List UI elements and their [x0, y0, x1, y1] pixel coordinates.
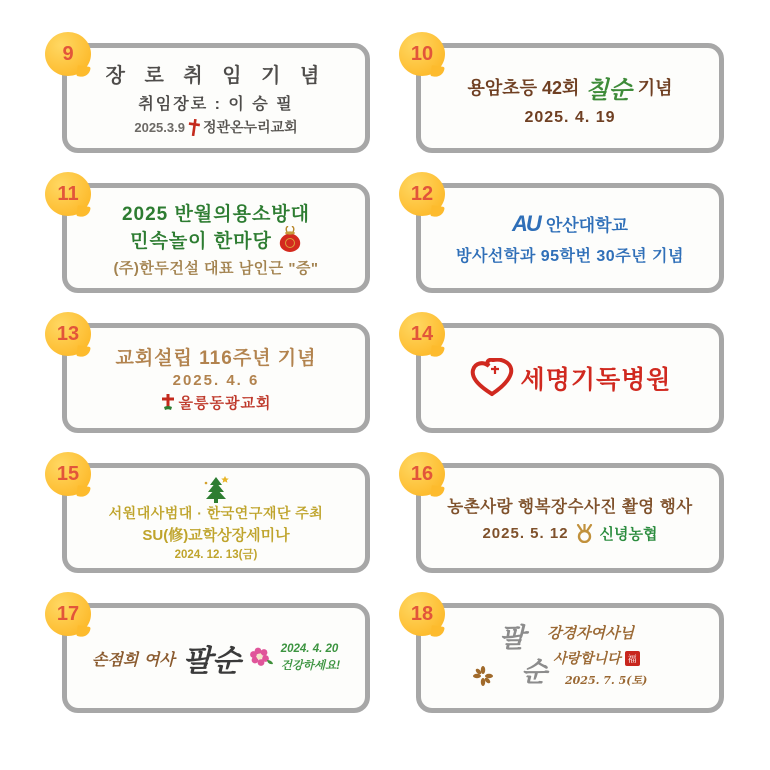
card-number-badge: 14: [399, 312, 445, 356]
sample-card-9[interactable]: [62, 43, 370, 153]
card12-subtitle: 방사선학과 95학번 30주년 기념: [456, 247, 684, 265]
card13-footer: [161, 392, 272, 413]
sample-card-17[interactable]: [56, 602, 370, 713]
sample-card-12[interactable]: [410, 182, 724, 293]
card17-palsun-calligraphy: 팔순: [182, 644, 241, 679]
sample-card-10[interactable]: [410, 42, 724, 153]
card13-title: 교회설립 116주년 기념: [115, 348, 317, 369]
card-number-badge: 9: [45, 32, 91, 76]
nh-emblem-icon: [576, 524, 593, 543]
red-latin-cross-icon: [188, 119, 200, 136]
card17-right-text: [281, 641, 340, 674]
card-number-badge: 12: [399, 172, 445, 216]
card9-date: 2025.3.9: [134, 119, 185, 135]
card18-date: 2025. 7. 5(토): [565, 674, 648, 687]
sample-card-16[interactable]: [410, 462, 724, 573]
card-number-badge: 17: [45, 592, 91, 636]
card10-chilsun-calligraphy: 칠순: [585, 74, 632, 104]
card16-date: 2025. 5. 12: [482, 524, 569, 542]
card-number-badge: 13: [45, 312, 91, 356]
card-number-badge: 11: [45, 172, 91, 216]
sample-card-13[interactable]: [56, 322, 370, 433]
red-green-cross-icon: [161, 394, 175, 411]
card17-person-name: 손점희 여사: [91, 649, 175, 669]
pink-flower-icon: [249, 647, 273, 669]
card11-subtitle: 민속놀이 한마당: [130, 230, 272, 252]
card9-title: 장 로 취 임 기 념: [105, 65, 327, 87]
sample-card-15[interactable]: [56, 462, 370, 573]
card16-footer: [482, 523, 657, 544]
card11-line2: [130, 226, 302, 253]
card18-palsun-char2: 순: [521, 657, 548, 688]
red-fortune-seal-icon: 福: [625, 651, 640, 666]
card14-hospital-name: 세명기독병원: [520, 366, 672, 394]
card-number-badge: 18: [399, 592, 445, 636]
card12-university-name: 안산대학교: [545, 216, 628, 235]
card13-church-name: 울릉동광교회: [178, 395, 272, 412]
christmas-tree-icon: [201, 475, 231, 503]
card15-hosts: 서원대사범대 · 한국연구재단 주최: [108, 504, 324, 521]
sample-card-11[interactable]: [57, 182, 370, 293]
sample-card-18[interactable]: [410, 602, 724, 713]
card9-footer: [134, 117, 297, 137]
card11-title: 2025 반월의용소방대: [121, 203, 311, 225]
card-number-badge: 16: [399, 452, 445, 496]
card-number-badge: 10: [399, 32, 445, 76]
card9-church-name: 정관온누리교회: [202, 119, 298, 135]
brown-flower-icon: [473, 666, 493, 686]
card16-nh-branch-name: 신녕농협: [599, 525, 658, 543]
card18-person-name: 강경자여사님: [547, 624, 634, 642]
ansan-university-logo: AU: [512, 210, 540, 236]
sample-card-14[interactable]: [410, 322, 724, 433]
card10-title-pre: 용암초등 42회: [467, 78, 580, 98]
card15-seminar-title: SU(修)교학상장세미나: [142, 526, 290, 544]
card18-message: 사랑합니다: [553, 651, 621, 667]
card18-message-row: [553, 648, 640, 668]
card12-title: [512, 211, 628, 237]
red-lucky-pouch-icon: [278, 226, 302, 252]
card10-title-post: 기념: [637, 78, 673, 98]
card17-date: 2024. 4. 20: [280, 643, 339, 656]
card16-event-title: 농촌사랑 행복장수사진 촬영 행사: [447, 497, 693, 516]
card10-title: [467, 70, 672, 105]
card10-date: 2025. 4. 19: [524, 108, 616, 126]
card18-palsun-char1: 팔: [499, 623, 526, 654]
card9-subtitle: 취임장로 : 이 승 필: [138, 96, 294, 113]
red-heart-logo-icon: [469, 358, 515, 398]
card17-wish: 건강하세요!: [280, 660, 341, 672]
card15-date: 2024. 12. 13(금): [174, 548, 258, 561]
card-number-badge: 15: [45, 452, 91, 496]
card13-date: 2025. 4. 6: [172, 372, 260, 389]
card11-donor: (주)한두건설 대표 남인근 "증": [113, 259, 319, 277]
card14-logo-row: [469, 358, 672, 398]
